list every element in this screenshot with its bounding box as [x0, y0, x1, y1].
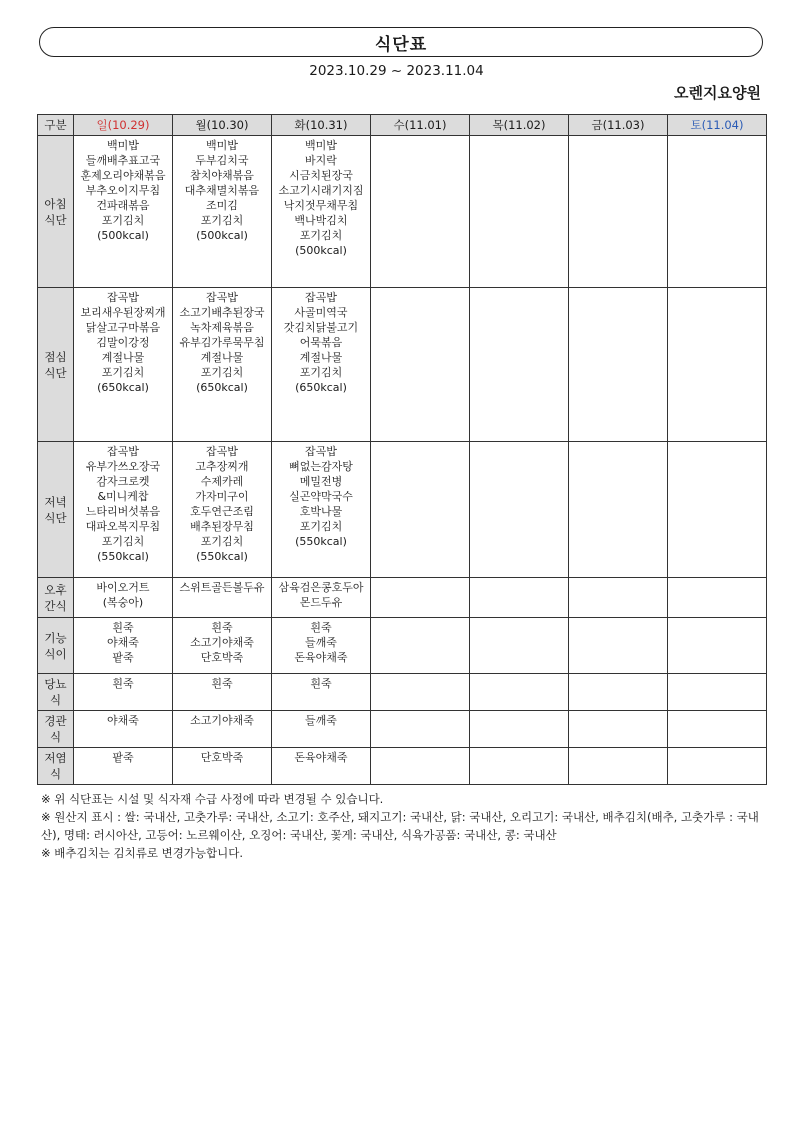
row-label: [38, 674, 74, 711]
menu-cell: [272, 136, 371, 288]
menu-item: 소고기배추된장국: [179, 306, 265, 319]
menu-cell: [74, 618, 173, 674]
menu-item: 대파오복지무침: [85, 520, 161, 533]
menu-item: 소고기야채죽: [190, 636, 254, 649]
menu-cell: [470, 618, 569, 674]
menu-item: 포기김치: [299, 520, 343, 533]
menu-item: 포기김치: [299, 229, 343, 242]
menu-item: (650kcal): [196, 381, 248, 394]
row-label: [38, 618, 74, 674]
row-label-line: 당뇨: [44, 677, 67, 691]
menu-item: 어묵볶음: [299, 336, 343, 349]
menu-item: 잡곡밥: [206, 291, 238, 304]
menu-row-snack: [38, 578, 767, 618]
row-label: [38, 578, 74, 618]
row-label: [38, 711, 74, 748]
menu-item: 포기김치: [101, 214, 145, 227]
page-title: 식단표: [374, 34, 428, 55]
row-label-line: 식단: [44, 365, 67, 380]
header-day-wednesday: 수(11.01): [371, 115, 470, 136]
menu-title-box: [39, 27, 763, 57]
row-label-line: 간식: [44, 598, 67, 613]
menu-cell: [371, 578, 470, 618]
menu-cell: [470, 136, 569, 288]
row-label-line: 저염: [44, 751, 67, 765]
menu-cell: [272, 748, 371, 785]
menu-cell: [668, 748, 767, 785]
menu-item: 흰죽: [310, 621, 332, 634]
menu-item: 대추채멸치볶음: [184, 184, 260, 197]
menu-item: &미니케찹: [97, 490, 149, 503]
row-label-line: 식이: [44, 646, 67, 661]
menu-item: 수제카레: [200, 475, 244, 488]
row-label-line: 식: [49, 693, 62, 707]
menu-item: 느타리버섯볶음: [85, 505, 161, 518]
menu-item: 흰죽: [112, 621, 134, 634]
row-label-line: 점심: [44, 349, 67, 364]
menu-item: 닭살고구마볶음: [85, 321, 161, 334]
menu-item: 메밀전병: [299, 475, 343, 488]
menu-cell: [371, 711, 470, 748]
menu-item: (500kcal): [295, 244, 347, 257]
menu-item: 백미밥: [305, 139, 337, 152]
row-label-line: 식: [49, 767, 62, 781]
menu-cell: [371, 288, 470, 442]
menu-item: 야채죽: [107, 714, 139, 727]
menu-cell: [668, 288, 767, 442]
menu-cell: [569, 136, 668, 288]
menu-cell: [470, 442, 569, 578]
menu-item: 건파래볶음: [96, 199, 150, 212]
menu-row-breakfast: [38, 136, 767, 288]
menu-item: 돈육야채죽: [294, 751, 348, 764]
menu-cell: [470, 288, 569, 442]
menu-cell: [272, 288, 371, 442]
menu-item: 포기김치: [200, 214, 244, 227]
menu-item: 바이오거트(복숭아): [96, 581, 150, 609]
menu-cell: [173, 578, 272, 618]
menu-item: 실곤약막국수: [289, 490, 353, 503]
menu-cell: [668, 136, 767, 288]
menu-item: (550kcal): [196, 550, 248, 563]
menu-cell: [470, 578, 569, 618]
menu-item: 포기김치: [299, 366, 343, 379]
menu-item: 바지락: [305, 154, 337, 167]
menu-item: 가자미구이: [195, 490, 249, 503]
row-label-line: 아침: [44, 196, 67, 211]
menu-item: 호두연근조림: [190, 505, 254, 518]
row-label-line: 오후: [44, 582, 67, 597]
notes-section: [41, 790, 761, 862]
menu-item: 포기김치: [200, 535, 244, 548]
menu-item: 삼육검은콩호두아몬드두유: [278, 581, 364, 609]
menu-item: 백나박김치: [294, 214, 348, 227]
menu-cell: [371, 136, 470, 288]
header-day-sunday: 일(10.29): [74, 115, 173, 136]
note-item: ※ 원산지 표시 : 쌀: 국내산, 고춧가루: 국내산, 소고기: 호주산, 돼지고기: 국내산, 닭: 국내산, 오리고기: 국내산, 배추김치(배추, 고춧가루 : 국내산), 명태: 러시아산, 고등어: 노르웨이산, 오징어: 국내산, 꽃게: 국내산, 식육가공품: 국내산, 콩: 국내산: [41, 810, 759, 842]
menu-item: 포기김치: [200, 366, 244, 379]
menu-cell: [173, 748, 272, 785]
menu-item: 흰죽: [310, 677, 332, 690]
menu-cell: [272, 711, 371, 748]
menu-item: 소고기야채죽: [190, 714, 254, 727]
weekly-menu-table: [37, 114, 767, 785]
menu-cell: [173, 674, 272, 711]
menu-item: 소고기시래기지짐: [278, 184, 364, 197]
menu-cell: [668, 442, 767, 578]
row-label-line: 기능: [44, 630, 67, 645]
header-day-thursday: 목(11.02): [470, 115, 569, 136]
menu-item: (500kcal): [196, 229, 248, 242]
menu-item: 시금치된장국: [289, 169, 353, 182]
menu-item: (650kcal): [295, 381, 347, 394]
header-day-monday: 월(10.30): [173, 115, 272, 136]
menu-cell: [371, 748, 470, 785]
menu-item: 두부김치국: [195, 154, 249, 167]
menu-cell: [74, 288, 173, 442]
menu-item: 잡곡밥: [305, 445, 337, 458]
row-label: [38, 442, 74, 578]
header-category: 구분: [38, 115, 74, 136]
menu-item: 고추장찌개: [195, 460, 249, 473]
header-day-tuesday: 화(10.31): [272, 115, 371, 136]
menu-item: 유부김가루묵무침: [179, 336, 265, 349]
menu-item: 감자크로켓: [96, 475, 150, 488]
menu-cell: [74, 442, 173, 578]
menu-item: 훈제오리야채볶음: [80, 169, 166, 182]
menu-cell: [668, 618, 767, 674]
row-label: [38, 136, 74, 288]
menu-item: 사골미역국: [294, 306, 348, 319]
menu-cell: [272, 618, 371, 674]
menu-cell: [371, 674, 470, 711]
menu-cell: [173, 618, 272, 674]
menu-item: 조미김: [206, 199, 238, 212]
menu-item: 흰죽: [211, 621, 233, 634]
menu-cell: [272, 674, 371, 711]
menu-item: 백미밥: [206, 139, 238, 152]
date-range: 2023.10.29 ~ 2023.11.04: [309, 63, 484, 79]
menu-cell: [371, 442, 470, 578]
menu-cell: [173, 711, 272, 748]
menu-item: 갓김치닭불고기: [283, 321, 359, 334]
menu-item: 돈육야채죽: [294, 651, 348, 664]
menu-item: 김말이강정: [96, 336, 150, 349]
menu-item: 백미밥: [107, 139, 139, 152]
menu-cell: [74, 748, 173, 785]
menu-cell: [74, 711, 173, 748]
menu-item: (650kcal): [97, 381, 149, 394]
menu-cell: [668, 711, 767, 748]
menu-item: 호박나물: [299, 505, 343, 518]
menu-item: 참치야채볶음: [190, 169, 254, 182]
menu-row-lunch: [38, 288, 767, 442]
menu-cell: [569, 674, 668, 711]
menu-row-functional-diet: [38, 618, 767, 674]
facility-name: 오렌지요양원: [674, 84, 761, 102]
menu-cell: [173, 288, 272, 442]
menu-item: 야채죽: [107, 636, 139, 649]
menu-item: 부추오이지무침: [85, 184, 161, 197]
menu-row-diabetic-diet: [38, 674, 767, 711]
menu-item: 포기김치: [101, 366, 145, 379]
menu-cell: [569, 442, 668, 578]
menu-cell: [569, 578, 668, 618]
menu-cell: [74, 578, 173, 618]
menu-cell: [272, 578, 371, 618]
note-item: ※ 배추김치는 김치류로 변경가능합니다.: [41, 846, 243, 860]
row-label: [38, 748, 74, 785]
menu-item: 유부가쓰오장국: [85, 460, 161, 473]
row-label-line: 식단: [44, 212, 67, 227]
menu-item: 들깨배추표고국: [85, 154, 161, 167]
menu-item: 녹차제육볶음: [190, 321, 254, 334]
menu-item: 단호박죽: [200, 651, 244, 664]
menu-item: 흰죽: [112, 677, 134, 690]
menu-cell: [272, 442, 371, 578]
row-label-line: 경관: [44, 714, 67, 728]
menu-item: 계절나물: [299, 351, 343, 364]
menu-item: 잡곡밥: [107, 445, 139, 458]
menu-cell: [569, 748, 668, 785]
menu-row-low-salt-diet: [38, 748, 767, 785]
menu-item: (550kcal): [97, 550, 149, 563]
menu-item: 배추된장무침: [190, 520, 254, 533]
menu-item: 계절나물: [101, 351, 145, 364]
menu-item: 포기김치: [101, 535, 145, 548]
header-day-friday: 금(11.03): [569, 115, 668, 136]
menu-cell: [569, 618, 668, 674]
menu-item: 잡곡밥: [107, 291, 139, 304]
row-label: [38, 288, 74, 442]
header-day-saturday: 토(11.04): [668, 115, 767, 136]
menu-item: (500kcal): [97, 229, 149, 242]
menu-item: 낙지젓무채무침: [283, 199, 359, 212]
menu-item: 들깨죽: [305, 714, 337, 727]
menu-cell: [173, 442, 272, 578]
menu-cell: [74, 674, 173, 711]
menu-item: 보리새우된장찌개: [80, 306, 166, 319]
menu-cell: [371, 618, 470, 674]
menu-cell: [470, 674, 569, 711]
menu-row-tube-feeding-diet: [38, 711, 767, 748]
menu-item: 팥죽: [112, 651, 134, 664]
menu-cell: [569, 288, 668, 442]
menu-cell: [173, 136, 272, 288]
menu-item: (550kcal): [295, 535, 347, 548]
menu-cell: [569, 711, 668, 748]
menu-cell: [668, 578, 767, 618]
menu-cell: [74, 136, 173, 288]
menu-row-dinner: [38, 442, 767, 578]
menu-cell: [470, 748, 569, 785]
row-label-line: 저녁: [44, 494, 67, 509]
menu-item: 계절나물: [200, 351, 244, 364]
menu-cell: [470, 711, 569, 748]
note-item: ※ 위 식단표는 시설 및 식자재 수급 사정에 따라 변경될 수 있습니다.: [41, 792, 384, 806]
menu-item: 잡곡밥: [206, 445, 238, 458]
row-label-line: 식: [49, 730, 62, 744]
table-header-row: [38, 115, 767, 136]
row-label-line: 식단: [44, 510, 67, 525]
menu-item: 스위트골든볼두유: [179, 581, 265, 594]
menu-item: 흰죽: [211, 677, 233, 690]
menu-item: 들깨죽: [305, 636, 337, 649]
menu-item: 단호박죽: [200, 751, 244, 764]
menu-item: 팥죽: [112, 751, 134, 764]
menu-cell: [668, 674, 767, 711]
menu-item: 잡곡밥: [305, 291, 337, 304]
menu-item: 뼈없는감자탕: [289, 460, 353, 473]
